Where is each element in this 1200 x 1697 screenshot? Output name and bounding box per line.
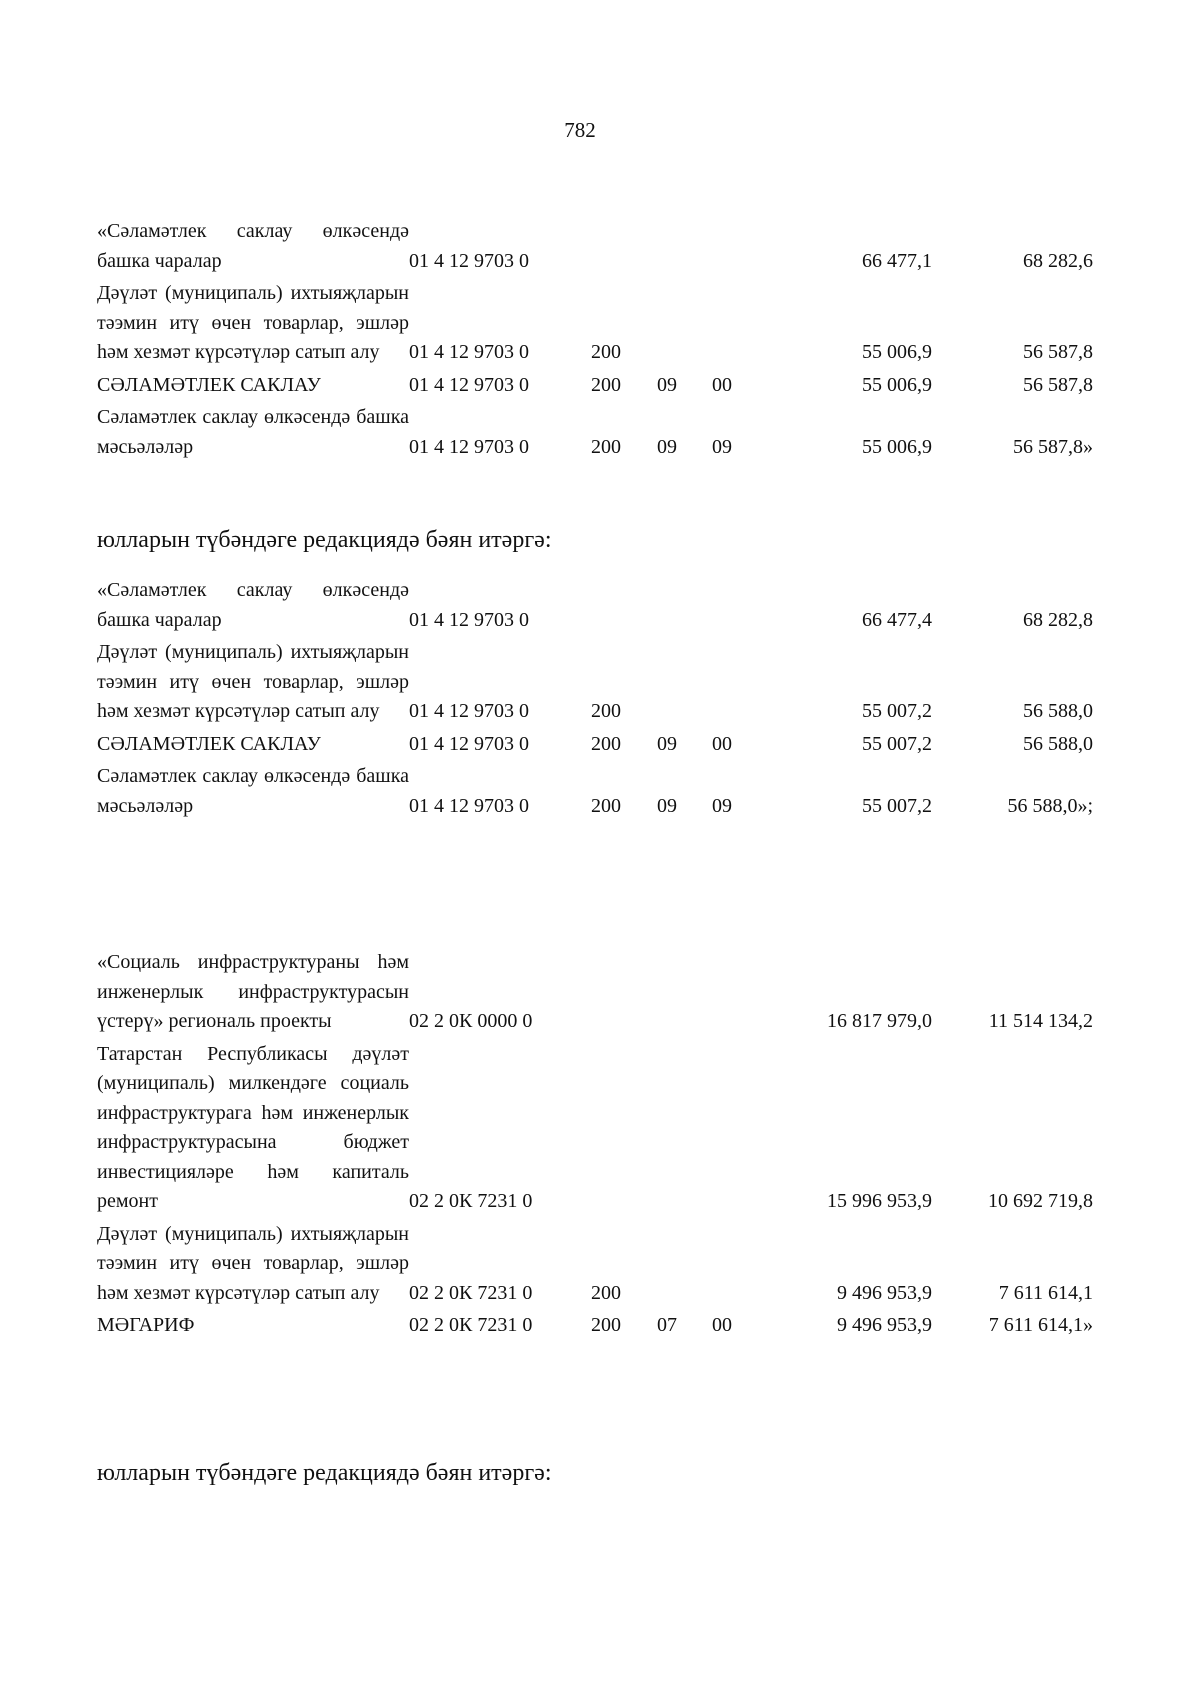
row-amount-year2: 56 587,8 [1023, 373, 1093, 396]
row-pr [712, 948, 762, 1040]
row-rz: 09 [657, 373, 677, 396]
row-vr: 200 [591, 341, 621, 363]
row-rz [657, 638, 712, 730]
row-pr [712, 638, 762, 730]
table-row [97, 638, 1097, 730]
row-vr: 200 [591, 794, 621, 817]
row-amount-year2: 68 282,8 [1023, 608, 1093, 631]
row-amount-year2: 56 587,8» [1013, 435, 1093, 458]
row-amount-year2: 10 692 719,8 [988, 1190, 1093, 1212]
row-rz [657, 1220, 712, 1312]
row-vr [587, 948, 657, 1040]
budget-block-original-health [97, 217, 1097, 465]
row-code: 01 4 12 9703 0 [409, 794, 529, 817]
instruction-text: юлларын түбәндәге редакциядә бәян итәргә: [97, 1460, 552, 1486]
row-name: Татарстан Республикасы дәүләт (муниципаль) милкендәге социаль инфраструктурага һәм инженерлык инфраструктурасына бюджет инвестицияләре һәм капиталь ремонт [97, 1042, 409, 1212]
row-pr [712, 1040, 762, 1220]
row-code: 01 4 12 9703 0 [409, 700, 529, 722]
row-vr [587, 217, 657, 279]
instruction-text: юлларын түбәндәге редакциядә бәян итәргә: [97, 527, 552, 553]
row-pr: 00 [712, 1314, 732, 1336]
row-pr: 09 [712, 794, 732, 817]
row-name: МӘГАРИФ [97, 1314, 195, 1336]
row-amount-year2: 56 587,8 [1023, 341, 1093, 363]
table-row [97, 1040, 1097, 1220]
row-amount-year2: 56 588,0»; [1007, 794, 1093, 817]
row-amount-year1: 16 817 979,0 [827, 1010, 932, 1032]
row-amount-year1: 55 007,2 [862, 732, 932, 755]
table-row [97, 576, 1097, 638]
row-code: 01 4 12 9703 0 [409, 249, 529, 272]
row-pr [712, 279, 762, 371]
row-name: Дәүләт (муниципаль) ихтыяҗларын тәэмин итү өчен товарлар, эшләр һәм хезмәт күрсәтүләр сатып алу [97, 641, 409, 722]
row-name: СӘЛАМӘТЛЕК САКЛАУ [97, 373, 321, 396]
row-name: «Сәламәтлек саклау өлкәсендә башка чаралар [97, 220, 409, 272]
budget-table [97, 576, 1097, 824]
row-code: 02 2 0К 0000 0 [409, 1010, 533, 1032]
row-rz: 09 [657, 435, 677, 458]
row-rz [657, 948, 712, 1040]
row-vr: 200 [591, 732, 621, 755]
row-name: Сәламәтлек саклау өлкәсендә башка мәсьәләләр [97, 765, 409, 817]
row-code: 01 4 12 9703 0 [409, 373, 529, 396]
row-amount-year2: 56 588,0 [1023, 732, 1093, 755]
row-name: СӘЛАМӘТЛЕК САКЛАУ [97, 732, 321, 755]
row-code: 02 2 0К 7231 0 [409, 1281, 533, 1304]
row-code: 02 2 0К 7231 0 [409, 1190, 533, 1212]
row-vr: 200 [591, 1281, 621, 1304]
row-rz: 07 [657, 1314, 677, 1336]
row-amount-year1: 55 007,2 [862, 794, 932, 817]
row-vr [587, 1040, 657, 1220]
budget-table [97, 217, 1097, 465]
row-vr: 200 [591, 435, 621, 458]
row-pr [712, 576, 762, 638]
table-row [97, 1311, 1097, 1344]
table-row [97, 762, 1097, 824]
row-code: 01 4 12 9703 0 [409, 608, 529, 631]
row-rz [657, 1040, 712, 1220]
row-vr [587, 576, 657, 638]
page-number: 782 [564, 118, 596, 142]
row-amount-year2: 7 611 614,1 [998, 1281, 1093, 1304]
row-amount-year2: 68 282,6 [1023, 249, 1093, 272]
row-rz [657, 279, 712, 371]
row-vr: 200 [591, 1314, 621, 1336]
row-pr: 00 [712, 373, 732, 396]
table-row [97, 730, 1097, 763]
row-name: «Сәламәтлек саклау өлкәсендә башка чаралар [97, 579, 409, 631]
row-amount-year1: 55 006,9 [862, 341, 932, 363]
row-code: 01 4 12 9703 0 [409, 341, 529, 363]
row-name: «Социаль инфраструктураны һәм инженерлык инфраструктурасын үстерү» региональ проекты [97, 951, 409, 1032]
row-rz: 09 [657, 794, 677, 817]
table-row [97, 279, 1097, 371]
row-rz [657, 217, 712, 279]
row-name: Дәүләт (муниципаль) ихтыяҗларын тәэмин итү өчен товарлар, эшләр һәм хезмәт күрсәтүләр сатып алу [97, 1222, 409, 1304]
table-row [97, 1220, 1097, 1312]
row-name: Дәүләт (муниципаль) ихтыяҗларын тәэмин итү өчен товарлар, эшләр һәм хезмәт күрсәтүләр сатып алу [97, 282, 409, 363]
row-pr [712, 217, 762, 279]
row-amount-year1: 55 007,2 [862, 700, 932, 722]
row-name: Сәламәтлек саклау өлкәсендә башка мәсьәләләр [97, 406, 409, 458]
row-amount-year1: 55 006,9 [862, 373, 932, 396]
row-amount-year2: 11 514 134,2 [988, 1010, 1093, 1032]
row-amount-year1: 66 477,4 [862, 608, 932, 631]
row-pr [712, 1220, 762, 1312]
table-row [97, 371, 1097, 404]
row-amount-year1: 55 006,9 [862, 435, 932, 458]
row-code: 01 4 12 9703 0 [409, 732, 529, 755]
row-code: 01 4 12 9703 0 [409, 435, 529, 458]
row-code: 02 2 0К 7231 0 [409, 1314, 533, 1336]
row-pr: 09 [712, 435, 732, 458]
row-amount-year1: 9 496 953,9 [837, 1314, 932, 1336]
row-vr: 200 [591, 373, 621, 396]
table-row [97, 948, 1097, 1040]
table-row [97, 217, 1097, 279]
row-vr: 200 [591, 700, 621, 722]
table-row [97, 403, 1097, 465]
row-amount-year1: 9 496 953,9 [837, 1281, 932, 1304]
row-amount-year2: 56 588,0 [1023, 700, 1093, 722]
row-rz [657, 576, 712, 638]
budget-table [97, 948, 1097, 1344]
row-amount-year1: 15 996 953,9 [827, 1190, 932, 1212]
row-pr: 00 [712, 732, 732, 755]
budget-block-revised-health [97, 576, 1097, 824]
row-amount-year2: 7 611 614,1» [988, 1314, 1093, 1336]
row-amount-year1: 66 477,1 [862, 249, 932, 272]
row-rz: 09 [657, 732, 677, 755]
budget-block-infrastructure [97, 948, 1097, 1344]
